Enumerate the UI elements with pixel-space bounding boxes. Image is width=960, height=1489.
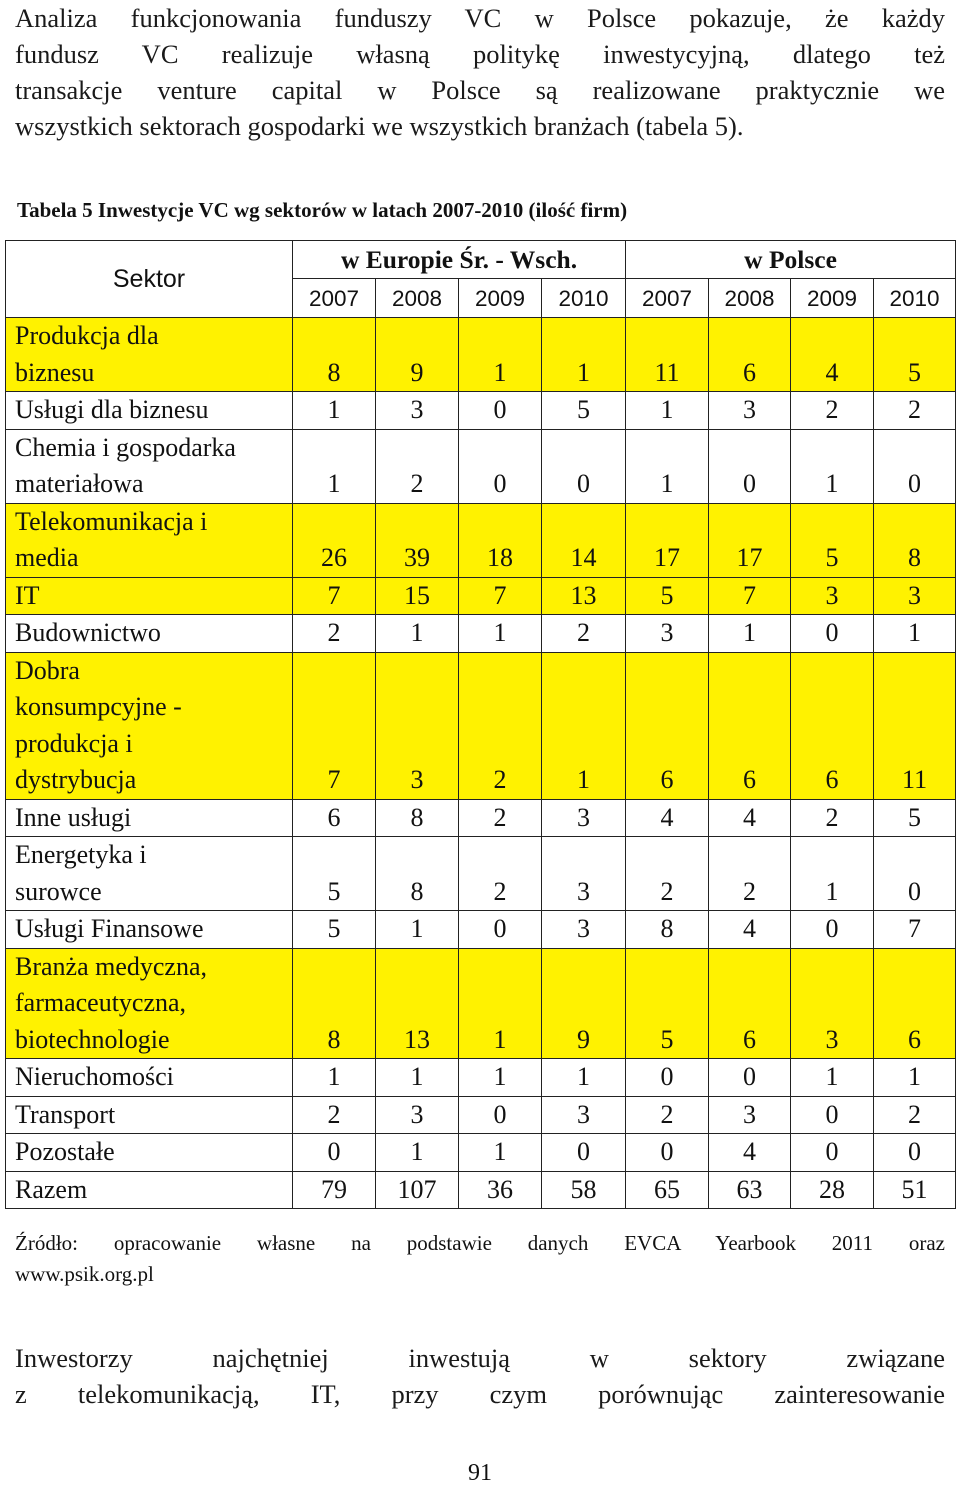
sector-investment-table — [5, 240, 956, 1209]
value-cell: 2 — [459, 799, 542, 837]
value-cell: 2 — [709, 837, 791, 911]
value-cell: 39 — [376, 503, 459, 577]
value-cell: 2 — [459, 652, 542, 799]
value-cell: 63 — [709, 1171, 791, 1209]
value-cell: 1 — [542, 652, 626, 799]
value-cell: 107 — [376, 1171, 459, 1209]
value-cell: 1 — [791, 429, 874, 503]
value-cell: 2 — [293, 615, 376, 653]
sector-label — [6, 948, 293, 1059]
sector-label-line: Branża medyczna, — [15, 951, 208, 981]
value-cell: 1 — [626, 429, 709, 503]
sector-label-line: Budownictwo — [15, 618, 161, 647]
value-cell: 2 — [791, 392, 874, 430]
value-cell: 0 — [293, 1134, 376, 1172]
value-cell: 5 — [293, 837, 376, 911]
value-cell: 0 — [874, 1134, 956, 1172]
value-cell: 7 — [459, 577, 542, 615]
sector-label-line: Usługi dla biznesu — [15, 395, 209, 424]
intro-line: wszystkich sektorach gospodarki we wszystkich branżach (tabela 5). — [15, 111, 744, 141]
sector-label — [6, 429, 293, 503]
value-cell: 8 — [626, 911, 709, 949]
value-cell: 1 — [791, 1059, 874, 1097]
sector-label-line: biznesu — [15, 357, 95, 387]
value-cell: 0 — [459, 429, 542, 503]
sector-header: Sektor — [6, 241, 293, 318]
value-cell: 4 — [791, 318, 874, 392]
value-cell: 1 — [874, 1059, 956, 1097]
value-cell: 9 — [542, 948, 626, 1059]
table-row — [6, 392, 956, 430]
value-cell: 0 — [791, 911, 874, 949]
table-row — [6, 429, 956, 503]
value-cell: 8 — [293, 948, 376, 1059]
value-cell: 1 — [874, 615, 956, 653]
value-cell: 1 — [376, 1059, 459, 1097]
value-cell: 11 — [626, 318, 709, 392]
sector-label — [6, 837, 293, 911]
value-cell: 9 — [376, 318, 459, 392]
value-cell: 1 — [459, 948, 542, 1059]
year-header: 2007 — [626, 279, 709, 318]
value-cell: 65 — [626, 1171, 709, 1209]
value-cell: 3 — [791, 948, 874, 1059]
source-line: Źródło: opracowanie własne na podstawie danych EVCA Yearbook 2011 oraz — [15, 1231, 945, 1255]
value-cell: 0 — [542, 429, 626, 503]
sector-label-line: produkcja i — [15, 728, 133, 758]
table-row — [6, 799, 956, 837]
value-cell: 8 — [293, 318, 376, 392]
value-cell: 0 — [459, 1096, 542, 1134]
intro-line: transakcje venture capital w Polsce są realizowane praktycznie we — [15, 75, 945, 105]
value-cell: 2 — [626, 1096, 709, 1134]
value-cell: 7 — [293, 652, 376, 799]
value-cell: 2 — [626, 837, 709, 911]
value-cell: 0 — [791, 615, 874, 653]
value-cell: 2 — [293, 1096, 376, 1134]
value-cell: 3 — [626, 615, 709, 653]
sector-label-line: Usługi Finansowe — [15, 914, 204, 943]
value-cell: 1 — [376, 1134, 459, 1172]
value-cell: 79 — [293, 1171, 376, 1209]
sector-label-line: konsumpcyjne - — [15, 692, 182, 721]
group-header-europe: w Europie Śr. - Wsch. — [293, 241, 626, 279]
value-cell: 0 — [709, 1059, 791, 1097]
value-cell: 1 — [459, 1059, 542, 1097]
value-cell: 0 — [709, 429, 791, 503]
value-cell: 11 — [874, 652, 956, 799]
value-cell: 1 — [376, 615, 459, 653]
value-cell: 3 — [542, 837, 626, 911]
source-line: www.psik.org.pl — [15, 1262, 154, 1286]
table-row — [6, 652, 956, 799]
value-cell: 28 — [791, 1171, 874, 1209]
sector-label — [6, 503, 293, 577]
value-cell: 2 — [542, 615, 626, 653]
table-row — [6, 948, 956, 1059]
sector-label-line: Telekomunikacja i — [15, 506, 208, 536]
table-row — [6, 911, 956, 949]
value-cell: 5 — [874, 799, 956, 837]
value-cell: 2 — [874, 392, 956, 430]
sector-label-line: media — [15, 543, 79, 572]
value-cell: 7 — [293, 577, 376, 615]
value-cell: 36 — [459, 1171, 542, 1209]
value-cell: 1 — [376, 911, 459, 949]
sector-label — [6, 577, 293, 615]
value-cell: 0 — [542, 1134, 626, 1172]
sector-label-line: Transport — [15, 1099, 116, 1129]
sector-label — [6, 652, 293, 799]
page-number: 91 — [468, 1460, 492, 1486]
closing-line: z telekomunikacją, IT, przy czym porównując zainteresowanie — [15, 1379, 945, 1409]
sector-label-line: biotechnologie — [15, 1024, 170, 1054]
value-cell: 5 — [626, 948, 709, 1059]
sector-label-line: Razem — [15, 1174, 88, 1204]
value-cell: 0 — [874, 837, 956, 911]
value-cell: 0 — [459, 392, 542, 430]
value-cell: 0 — [791, 1134, 874, 1172]
value-cell: 3 — [542, 911, 626, 949]
value-cell: 0 — [874, 429, 956, 503]
value-cell: 15 — [376, 577, 459, 615]
sector-label — [6, 615, 293, 653]
value-cell: 3 — [709, 1096, 791, 1134]
sector-label-line: Inne usługi — [15, 802, 132, 832]
value-cell: 3 — [376, 652, 459, 799]
value-cell: 3 — [376, 392, 459, 430]
sector-label-line: Chemia i gospodarka — [15, 432, 236, 462]
value-cell: 3 — [542, 1096, 626, 1134]
value-cell: 4 — [709, 1134, 791, 1172]
table-row — [6, 1059, 956, 1097]
value-cell: 1 — [542, 1059, 626, 1097]
table-body — [6, 318, 956, 1209]
value-cell: 17 — [626, 503, 709, 577]
value-cell: 0 — [459, 911, 542, 949]
table-row — [6, 837, 956, 911]
sector-label — [6, 1096, 293, 1134]
year-header: 2008 — [709, 279, 791, 318]
value-cell: 8 — [376, 799, 459, 837]
value-cell: 7 — [874, 911, 956, 949]
year-header: 2010 — [874, 279, 956, 318]
sector-label — [6, 799, 293, 837]
value-cell: 0 — [626, 1134, 709, 1172]
value-cell: 18 — [459, 503, 542, 577]
year-header: 2008 — [376, 279, 459, 318]
sector-label — [6, 1059, 293, 1097]
value-cell: 3 — [791, 577, 874, 615]
value-cell: 6 — [709, 948, 791, 1059]
value-cell: 8 — [874, 503, 956, 577]
year-header: 2010 — [542, 279, 626, 318]
table-row — [6, 615, 956, 653]
value-cell: 6 — [874, 948, 956, 1059]
source-note — [15, 1228, 945, 1290]
sector-label-line: Energetyka i — [15, 840, 147, 869]
value-cell: 2 — [874, 1096, 956, 1134]
value-cell: 0 — [791, 1096, 874, 1134]
sector-label-line: farmaceutyczna, — [15, 988, 187, 1017]
sector-label — [6, 911, 293, 949]
value-cell: 3 — [874, 577, 956, 615]
value-cell: 6 — [709, 652, 791, 799]
group-header-poland: w Polsce — [626, 241, 956, 279]
sector-label-line: materiałowa — [15, 469, 144, 498]
value-cell: 3 — [542, 799, 626, 837]
intro-line: Analiza funkcjonowania funduszy VC w Polsce pokazuje, że każdy — [15, 3, 945, 33]
value-cell: 1 — [709, 615, 791, 653]
value-cell: 5 — [791, 503, 874, 577]
value-cell: 1 — [459, 318, 542, 392]
intro-paragraph — [15, 0, 945, 144]
value-cell: 51 — [874, 1171, 956, 1209]
sector-label-line: Produkcja dla — [15, 321, 159, 350]
table-row — [6, 1134, 956, 1172]
value-cell: 1 — [542, 318, 626, 392]
sector-label — [6, 318, 293, 392]
table-row — [6, 1096, 956, 1134]
value-cell: 1 — [293, 392, 376, 430]
value-cell: 3 — [709, 392, 791, 430]
intro-line: fundusz VC realizuje własną politykę inwestycyjną, dlatego też — [15, 39, 945, 69]
value-cell: 0 — [626, 1059, 709, 1097]
value-cell: 2 — [459, 837, 542, 911]
value-cell: 6 — [709, 318, 791, 392]
value-cell: 4 — [709, 911, 791, 949]
sector-label — [6, 1171, 293, 1209]
value-cell: 13 — [376, 948, 459, 1059]
sector-label-line: IT — [15, 580, 40, 610]
value-cell: 1 — [459, 1134, 542, 1172]
closing-paragraph — [15, 1340, 945, 1412]
value-cell: 58 — [542, 1171, 626, 1209]
value-cell: 5 — [626, 577, 709, 615]
value-cell: 1 — [791, 837, 874, 911]
value-cell: 13 — [542, 577, 626, 615]
value-cell: 6 — [293, 799, 376, 837]
value-cell: 1 — [626, 392, 709, 430]
table-row — [6, 1171, 956, 1209]
value-cell: 1 — [293, 1059, 376, 1097]
table-caption: Tabela 5 Inwestycje VC wg sektorów w latach 2007-2010 (ilość firm) — [17, 198, 628, 222]
sector-label-line: Pozostałe — [15, 1137, 115, 1166]
value-cell: 5 — [874, 318, 956, 392]
year-header: 2009 — [459, 279, 542, 318]
value-cell: 1 — [293, 429, 376, 503]
value-cell: 4 — [626, 799, 709, 837]
sector-label — [6, 1134, 293, 1172]
value-cell: 6 — [791, 652, 874, 799]
closing-line: Inwestorzy najchętniej inwestują w sektory związane — [15, 1343, 945, 1373]
sector-label-line: surowce — [15, 876, 102, 906]
value-cell: 8 — [376, 837, 459, 911]
table-row — [6, 577, 956, 615]
year-header: 2007 — [293, 279, 376, 318]
year-header: 2009 — [791, 279, 874, 318]
sector-label-line: Dobra — [15, 655, 80, 685]
value-cell: 17 — [709, 503, 791, 577]
value-cell: 1 — [459, 615, 542, 653]
sector-label-line: Nieruchomości — [15, 1062, 174, 1091]
value-cell: 7 — [709, 577, 791, 615]
table-row — [6, 503, 956, 577]
value-cell: 6 — [626, 652, 709, 799]
value-cell: 3 — [376, 1096, 459, 1134]
sector-label — [6, 392, 293, 430]
value-cell: 5 — [293, 911, 376, 949]
value-cell: 26 — [293, 503, 376, 577]
value-cell: 5 — [542, 392, 626, 430]
sector-label-line: dystrybucja — [15, 765, 137, 794]
value-cell: 2 — [791, 799, 874, 837]
table-row — [6, 318, 956, 392]
value-cell: 14 — [542, 503, 626, 577]
value-cell: 4 — [709, 799, 791, 837]
value-cell: 2 — [376, 429, 459, 503]
